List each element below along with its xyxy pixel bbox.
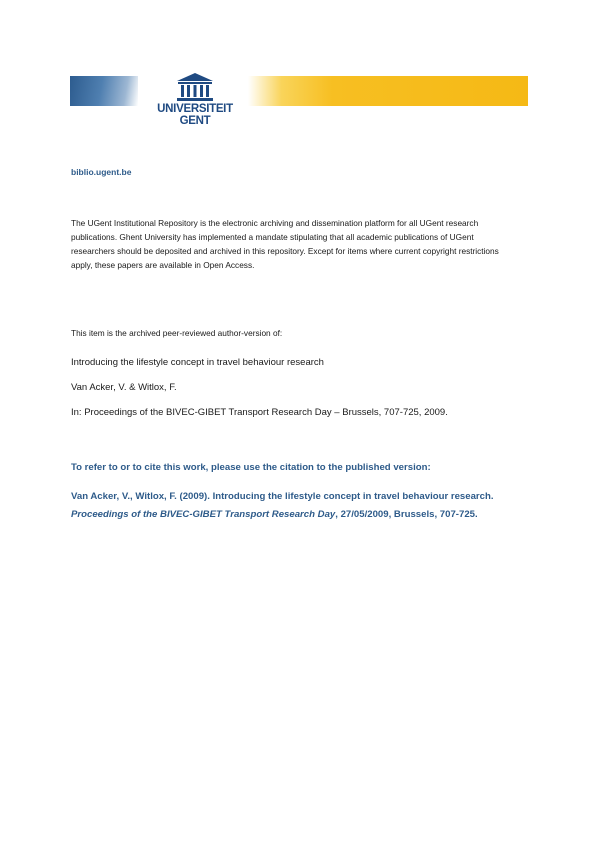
item-title: Introducing the lifestyle concept in travel behaviour research (71, 357, 324, 368)
ugent-logo (152, 72, 238, 132)
item-authors: Van Acker, V. & Witlox, F. (71, 382, 177, 393)
university-building-icon (175, 72, 215, 102)
citation-details: , 27/05/2009, Brussels, 707-725. (335, 509, 478, 520)
citation (71, 488, 526, 524)
archived-version-note: This item is the archived peer-reviewed author-version of: (71, 328, 283, 338)
repository-description: The UGent Institutional Repository is the electronic archiving and dissemination platform for all UGent research publications. Ghent University has implemented a mandate stipulating that all academic publications of UGent researchers should be deposited and archived in this repository. Except for items where current copyright restrictions apply, these papers are available in Open Access. (71, 218, 499, 270)
logo-line-2: GENT (179, 115, 211, 127)
citation-authors-title: Van Acker, V., Witlox, F. (2009). Introducing the lifestyle concept in travel behaviour research. (71, 491, 494, 502)
logo-line-1: UNIVERSITEIT (157, 103, 233, 115)
citation-journal: Proceedings of the BIVEC-GIBET Transport Research Day (71, 509, 336, 520)
site-link[interactable]: biblio.ugent.be (71, 167, 132, 177)
item-source: In: Proceedings of the BIVEC-GIBET Transport Research Day – Brussels, 707-725, 2009. (71, 407, 448, 418)
header-banner (70, 72, 528, 132)
cite-heading: To refer to or to cite this work, please use the citation to the published version: (71, 462, 431, 473)
blue-band (70, 76, 138, 106)
yellow-band (248, 76, 528, 106)
